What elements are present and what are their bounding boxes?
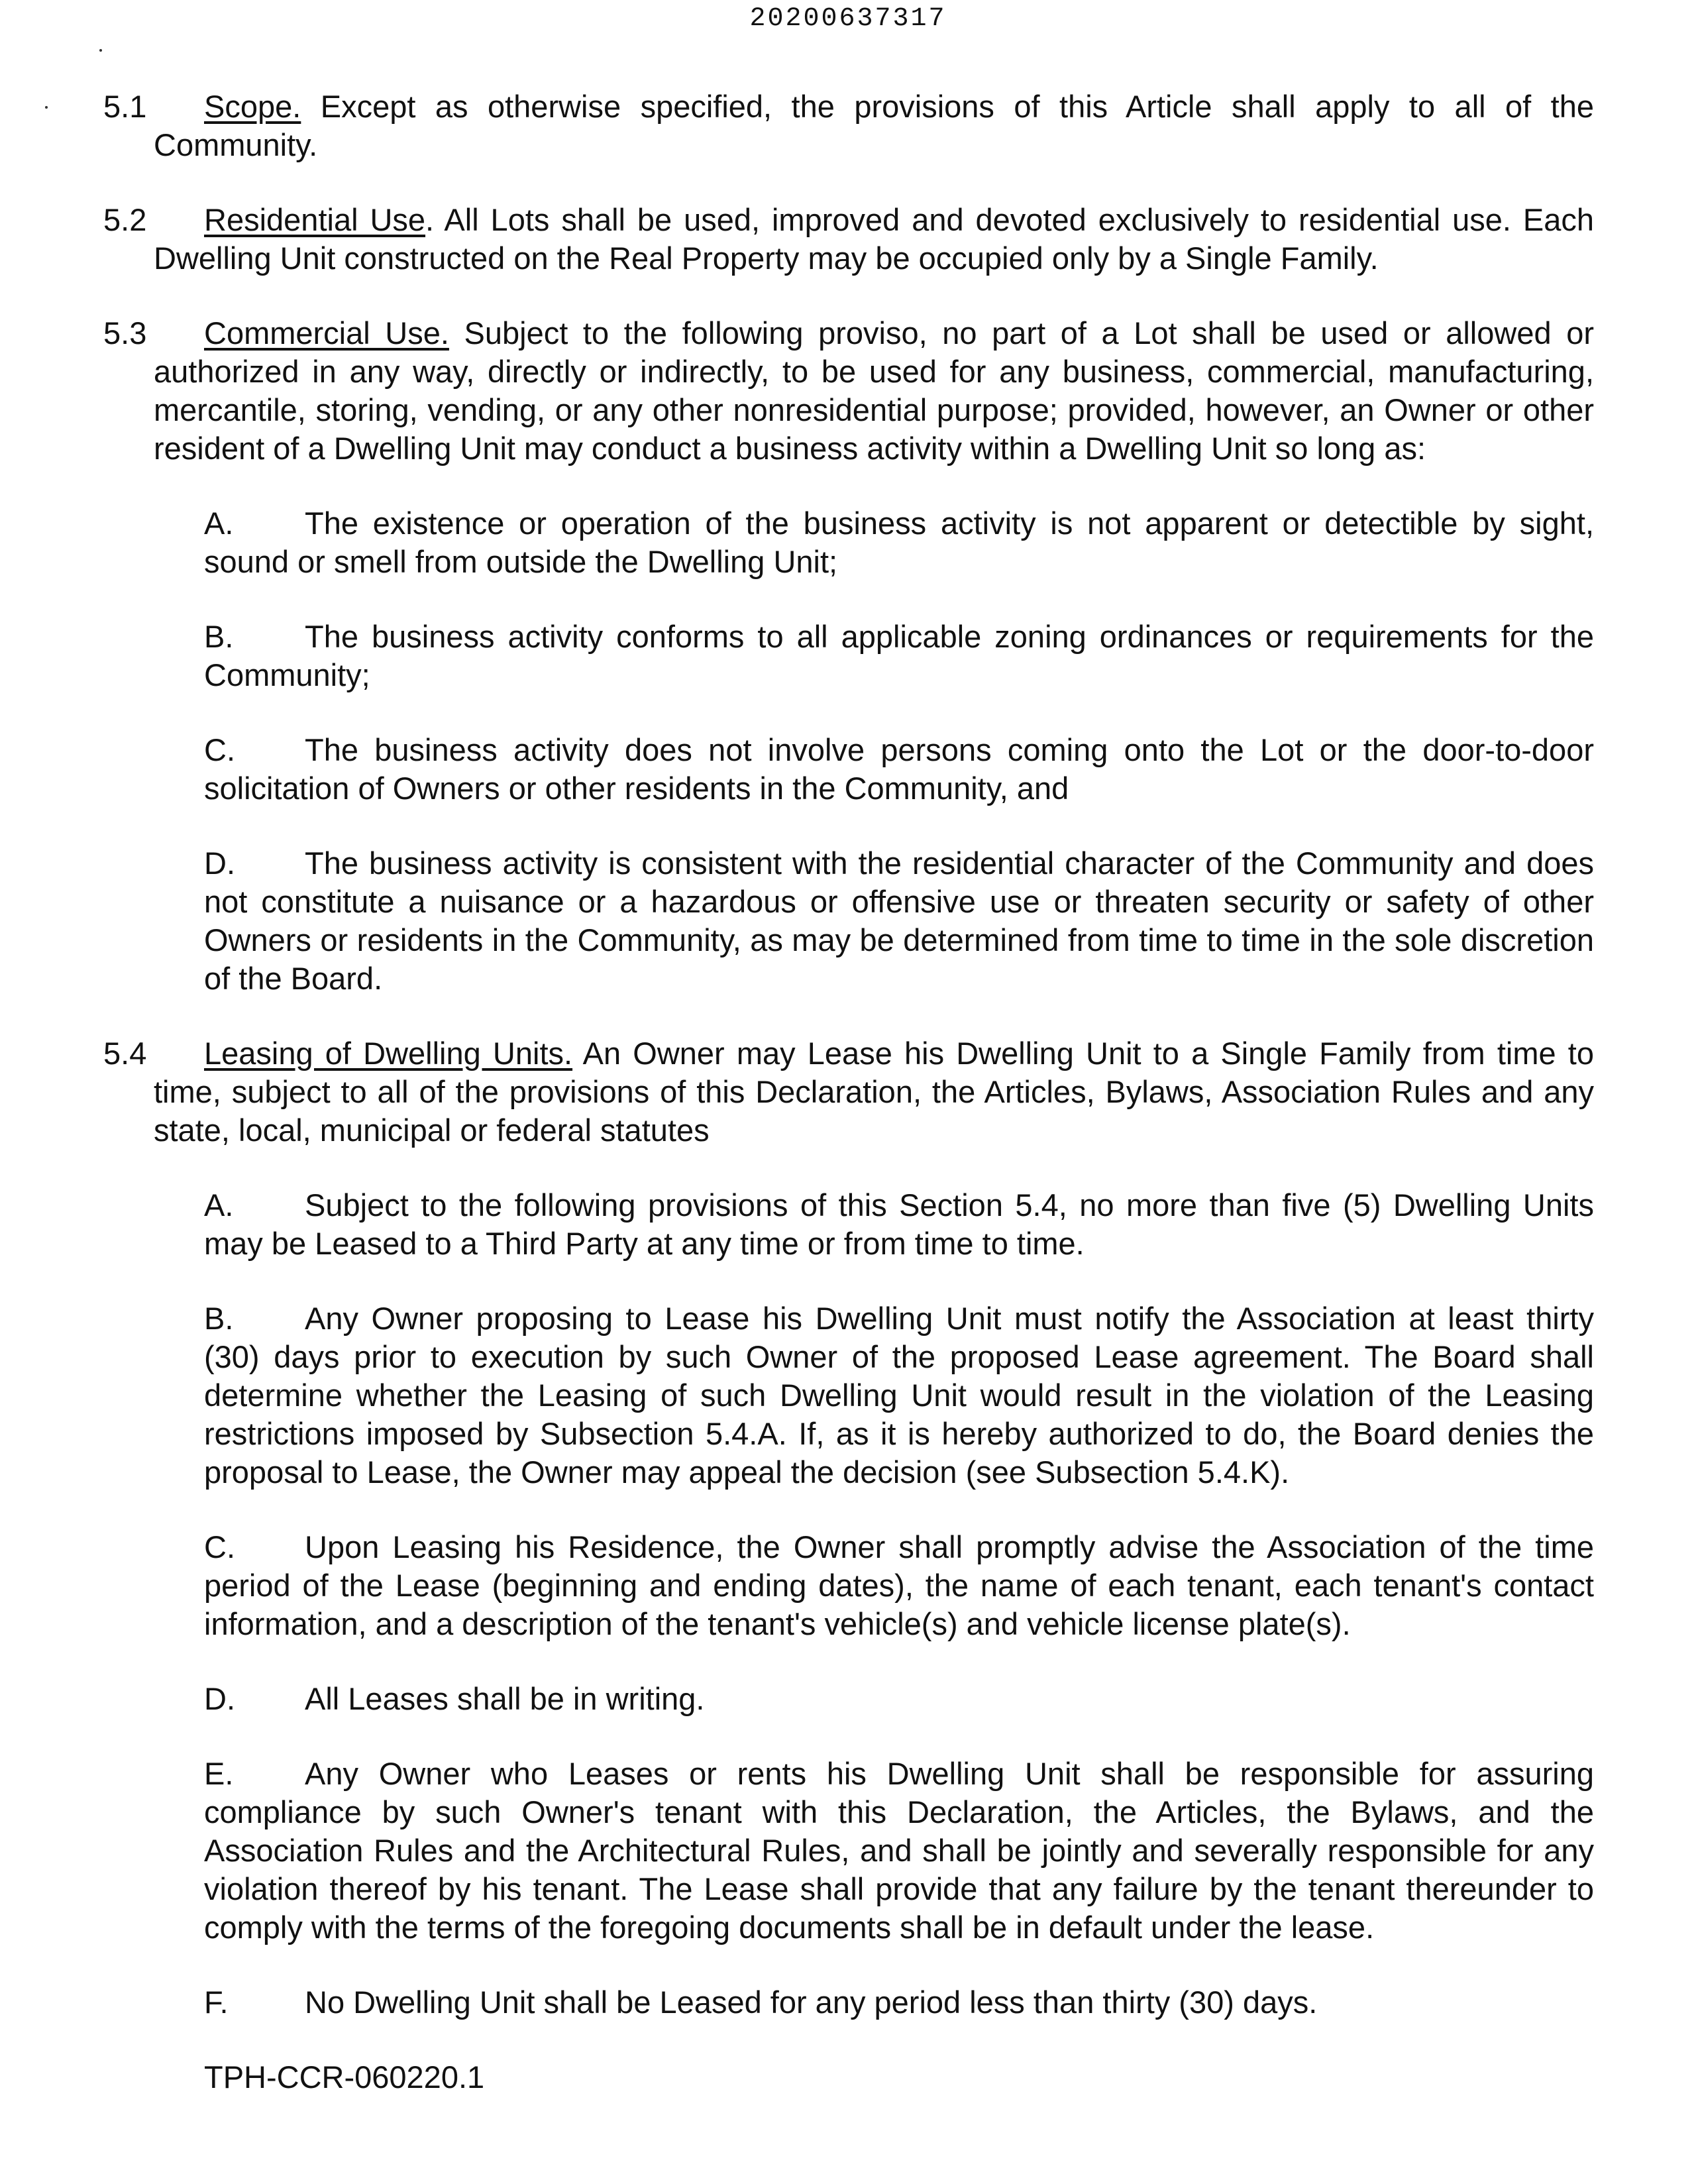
subsection-5-4-f bbox=[103, 1983, 1594, 2022]
subsection-5-4-e bbox=[103, 1755, 1594, 1947]
subsection-5-3-c bbox=[103, 731, 1594, 808]
subsection-text: Subject to the following provisions of this Section 5.4, no more than five (5) Dwelling Units may be Leased to a Third Party at any time or from time to time. bbox=[204, 1187, 1594, 1261]
section-number: 5.3 bbox=[103, 315, 147, 351]
subsection-letter: B. bbox=[204, 1301, 234, 1336]
subsection-5-4-a bbox=[103, 1186, 1594, 1263]
section-text: . All Lots shall be used, improved and devoted exclusively to residential use. Each Dwelling Unit constructed on the Real Property may be occupied only by a Single Family. bbox=[154, 202, 1595, 276]
section-number: 5.1 bbox=[103, 89, 147, 124]
subsection-text: The existence or operation of the business activity is not apparent or detectible by sight, sound or smell from outside the Dwelling Unit; bbox=[204, 506, 1594, 579]
subsection-letter: C. bbox=[204, 732, 235, 767]
document-footer-code: TPH-CCR-060220.1 bbox=[204, 2059, 485, 2095]
subsection-letter: E. bbox=[204, 1756, 234, 1791]
section-5-4 bbox=[103, 1034, 1594, 1150]
subsection-letter: A. bbox=[204, 1187, 234, 1223]
subsection-5-3-b bbox=[103, 618, 1594, 694]
subsection-5-4-d bbox=[103, 1680, 1594, 1718]
subsection-text: The business activity does not involve persons coming onto the Lot or the door-to-door solicitation of Owners or other residents in the Community, and bbox=[204, 732, 1594, 806]
subsection-5-4-c bbox=[103, 1528, 1594, 1643]
subsection-letter: D. bbox=[204, 846, 235, 881]
subsection-text: All Leases shall be in writing. bbox=[305, 1681, 705, 1716]
section-number: 5.2 bbox=[103, 202, 147, 237]
scan-speck bbox=[45, 106, 48, 109]
subsection-letter: B. bbox=[204, 619, 234, 654]
subsection-5-3-a bbox=[103, 504, 1594, 581]
section-5-2 bbox=[103, 201, 1594, 278]
subsection-text: The business activity conforms to all applicable zoning ordinances or requirements for the Community; bbox=[204, 619, 1594, 692]
section-5-1 bbox=[103, 87, 1594, 164]
subsection-text: Upon Leasing his Residence, the Owner shall promptly advise the Association of the time period of the Lease (beginning and ending dates), the name of each tenant, each tenant's contact information, and a description of the tenant's vehicle(s) and vehicle license plate(s). bbox=[204, 1529, 1594, 1641]
subsection-text: Any Owner who Leases or rents his Dwelling Unit shall be responsible for assuring compliance by such Owner's tenant with this Declaration, the Articles, the Bylaws, and the Association Rules and the Architectural Rules, and shall be jointly and severally responsible for any violation thereof by his tenant. The Lease shall provide that any failure by the tenant thereunder to comply with the terms of the foregoing documents shall be in default under the lease. bbox=[204, 1756, 1594, 1945]
section-title: Residential Use bbox=[204, 202, 426, 237]
subsection-letter: C. bbox=[204, 1529, 235, 1564]
subsection-text: No Dwelling Unit shall be Leased for any period less than thirty (30) days. bbox=[305, 1985, 1318, 2020]
subsection-letter: A. bbox=[204, 506, 234, 541]
scan-speck bbox=[99, 49, 102, 52]
section-title: Commercial Use. bbox=[204, 315, 449, 351]
subsection-5-3-d bbox=[103, 844, 1594, 998]
section-text: Except as otherwise specified, the provisions of this Article shall apply to all of the Community. bbox=[154, 89, 1594, 162]
section-title: Scope. bbox=[204, 89, 301, 124]
subsection-text: Any Owner proposing to Lease his Dwelling Unit must notify the Association at least thirty (30) days prior to execution by such Owner of the proposed Lease agreement. The Board shall determine whether the Leasing of such Dwelling Unit would result in the violation of the Leasing restrictions imposed by Subsection 5.4.A. If, as it is hereby authorized to do, the Board denies the proposal to Lease, the Owner may appeal the decision (see Subsection 5.4.K). bbox=[204, 1301, 1594, 1490]
subsection-text: The business activity is consistent with the residential character of the Community and does not constitute a nuisance or a hazardous or offensive use or threaten security or safety of other Owners or residents in the Community, as may be determined from time to time in the sole discretion of the Board. bbox=[204, 846, 1594, 996]
section-title: Leasing of Dwelling Units. bbox=[204, 1036, 573, 1071]
section-number: 5.4 bbox=[103, 1036, 147, 1071]
section-text: An Owner may Lease his Dwelling Unit to a Single Family from time to time, subject to all of the provisions of this Declaration, the Articles, Bylaws, Association Rules and any state, local, municipal or federal statutes bbox=[154, 1036, 1594, 1148]
recording-number: 20200637317 bbox=[749, 4, 947, 34]
subsection-letter: D. bbox=[204, 1681, 235, 1716]
subsection-5-4-b bbox=[103, 1299, 1594, 1492]
subsection-letter: F. bbox=[204, 1985, 229, 2020]
section-text: Subject to the following proviso, no part of a Lot shall be used or allowed or authorized in any way, directly or indirectly, to be used for any business, commercial, manufacturing, mercantile, storing, vending, or any other nonresidential purpose; provided, however, an Owner or other resident of a Dwelling Unit may conduct a business activity within a Dwelling Unit so long as: bbox=[154, 315, 1594, 466]
section-5-3 bbox=[103, 314, 1594, 468]
document-body bbox=[103, 87, 1594, 2097]
